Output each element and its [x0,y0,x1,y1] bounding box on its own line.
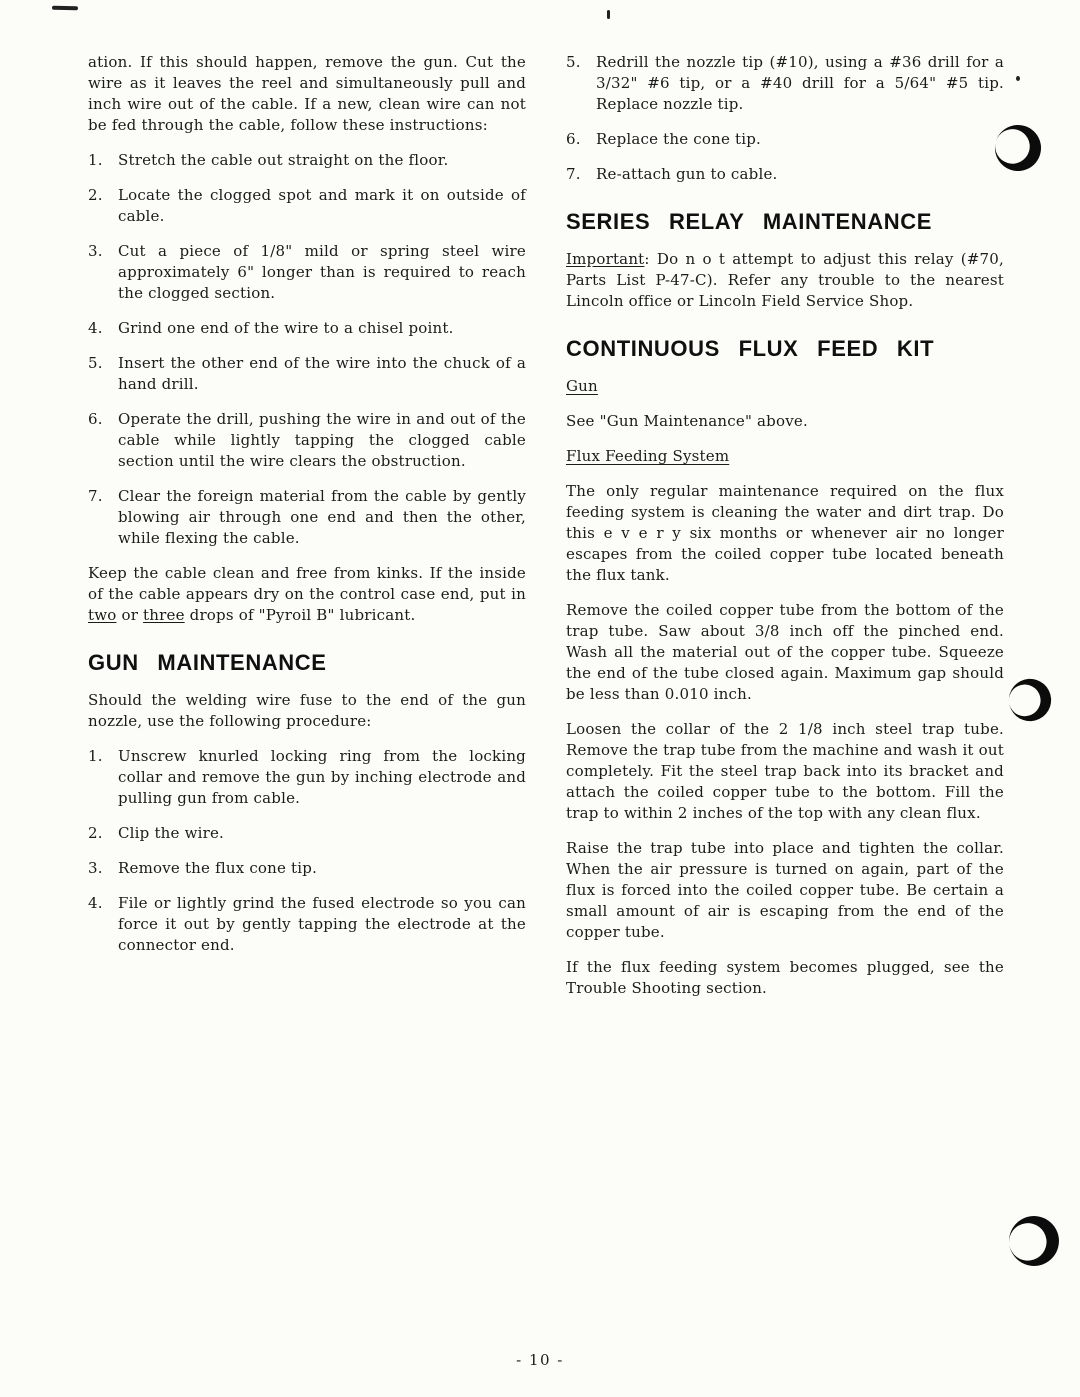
numbered-list-cable [88,150,526,549]
underlined-text: Important [566,250,645,268]
step-number: 2. [88,824,103,842]
step-text: Replace the cone tip. [596,130,762,148]
step-text: Stretch the cable out straight on the floor. [118,151,449,169]
step-text: Locate the clogged spot and mark it on outside of cable. [118,186,526,225]
step-number: 5. [566,53,581,71]
paragraph: Raise the trap tube into place and tighten the collar. When the air pressure is turned on again, part of the flux is forced into the coiled copper tube. Be certain a small amount of air is escaping from the end of the copper tube. [566,839,1004,941]
page-number: - 10 - [516,1351,564,1369]
heading-series-relay-maintenance: SERIES RELAY MAINTENANCE [566,209,933,234]
step-number: 3. [88,242,103,260]
left-column [88,52,526,1013]
step-number: 5. [88,354,103,372]
paragraph: Loosen the collar of the 2 1/8 inch steel trap tube. Remove the trap tube from the machine and wash it out completely. Fit the steel trap back into its bracket and attach the coiled copper tube to the bottom. Fill the trap to within 2 inches of the top with any clean flux. [566,720,1004,822]
paragraph: See "Gun Maintenance" above. [566,412,808,430]
list-item [566,164,1004,185]
step-number: 3. [88,859,103,877]
text-run: Keep the cable clean and free from kinks. If the inside of the cable appears dry on the control case end, put in [88,564,526,603]
step-number: 6. [88,410,103,428]
text-run: drops of "Pyroil B" lubricant. [184,606,416,624]
list-item [88,858,526,879]
list-item [88,823,526,844]
step-number: 6. [566,130,581,148]
paragraph: Remove the coiled copper tube from the bottom of the trap tube. Saw about 3/8 inch off the pinched end. Wash all the material out of the copper tube. Squeeze the end of the tube closed again. Maximum gap should be less than 0.010 inch. [566,601,1004,703]
list-item [88,185,526,227]
underlined-text: two [88,606,117,624]
paragraph: If the flux feeding system becomes plugged, see the Trouble Shooting section. [566,958,1004,997]
numbered-list-gun [88,746,526,956]
step-text: Grind one end of the wire to a chisel point. [118,319,454,337]
paragraph [566,249,1004,312]
list-item [88,893,526,956]
paragraph: The only regular maintenance required on the flux feeding system is cleaning the water and dirt trap. Do this e v e r y six months or whenever air no longer escapes from the coiled copper tube located beneath the flux tank. [566,482,1004,584]
list-item [88,150,526,171]
step-text: Cut a piece of 1/8" mild or spring steel wire approximately 6" longer than is required to reach the clogged section. [118,242,526,302]
list-item [88,746,526,809]
text-run: or [116,606,144,624]
list-item [88,241,526,304]
step-text: Re-attach gun to cable. [596,165,778,183]
heading-continuous-flux-feed-kit: CONTINUOUS FLUX FEED KIT [566,336,935,361]
step-text: Redrill the nozzle tip (#10), using a #36 drill for a 3/32" #6 tip, or a #40 drill for a 5/64" #5 tip. Replace nozzle tip. [596,53,1004,113]
step-number: 7. [88,487,103,505]
step-number: 2. [88,186,103,204]
paragraph [88,563,526,626]
step-text: File or lightly grind the fused electrode so you can force it out by gently tapping the electrode at the connector end. [118,894,526,954]
text-run: : Do n o t attempt to adjust this relay (#70, Parts List P-47-C). Refer any trouble to the nearest Lincoln office or Lincoln Field Service Shop. [566,250,1004,310]
subheading-flux-feeding-system: Flux Feeding System [566,447,730,465]
list-item [566,129,1004,150]
right-column [566,52,1004,1013]
step-number: 4. [88,894,103,912]
heading-gun-maintenance: GUN MAINTENANCE [88,650,327,675]
underlined-text: three [143,606,185,624]
step-text: Unscrew knurled locking ring from the locking collar and remove the gun by inching electrode and pulling gun from cable. [118,747,526,807]
list-item [88,353,526,395]
step-number: 1. [88,747,103,765]
step-text: Operate the drill, pushing the wire in and out of the cable while lightly tapping the clogged cable section until the wire clears the obstruction. [118,410,526,470]
step-number: 7. [566,165,581,183]
step-text: Insert the other end of the wire into the chuck of a hand drill. [118,354,526,393]
step-text: Remove the flux cone tip. [118,859,318,877]
list-item [88,486,526,549]
step-text: Clip the wire. [118,824,225,842]
step-number: 1. [88,151,103,169]
step-text: Clear the foreign material from the cable by gently blowing air through one end and then the other, while flexing the cable. [118,487,526,547]
list-item [88,318,526,339]
numbered-list-gun-continued [566,52,1004,185]
step-number: 4. [88,319,103,337]
list-item [88,409,526,472]
scan-artifact [1004,1209,1064,1274]
subheading-gun: Gun [566,377,598,395]
paragraph: ation. If this should happen, remove the gun. Cut the wire as it leaves the reel and simultaneously pull and inch wire out of the cable. If a new, clean wire can not be fed through the cable, follow these instructions: [88,53,526,134]
paragraph: Should the welding wire fuse to the end of the gun nozzle, use the following procedure: [88,691,526,730]
list-item [566,52,1004,115]
